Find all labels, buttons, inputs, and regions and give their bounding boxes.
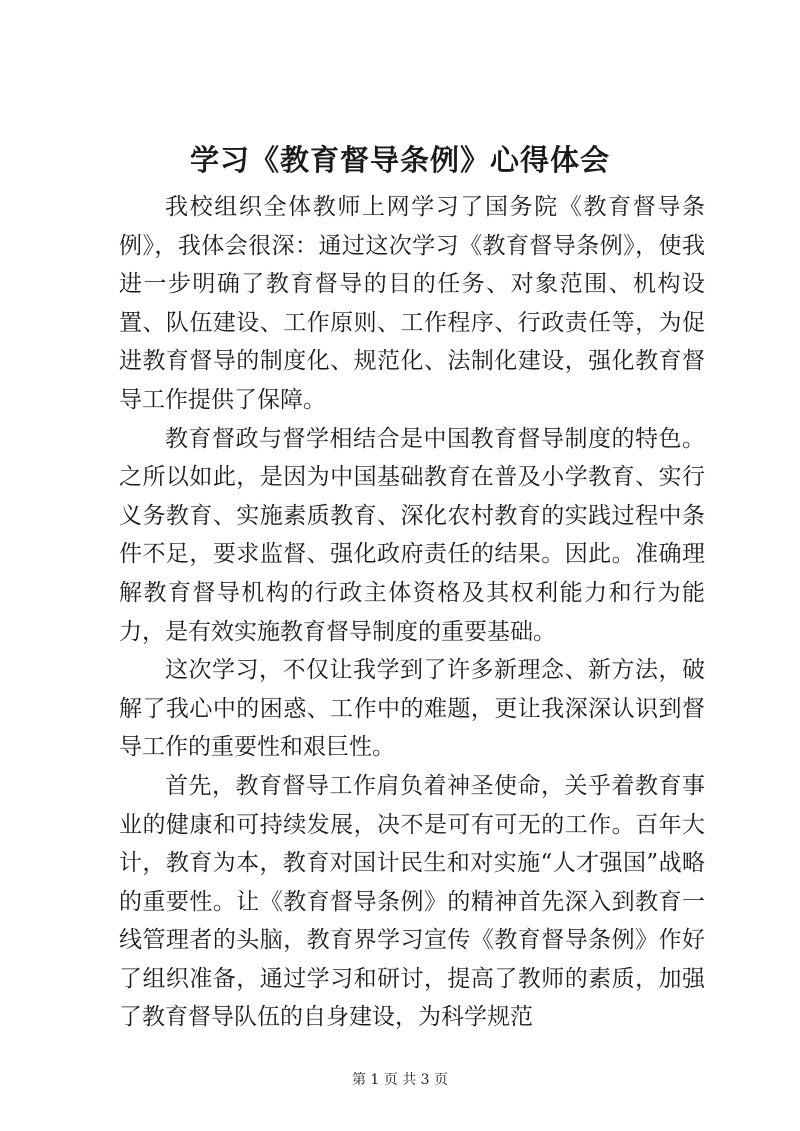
page-number-footer: 第 1 页 共 3 页 bbox=[351, 1072, 449, 1088]
document-title: 学习《教育督导条例》心得体会 bbox=[189, 143, 610, 177]
paragraph-3: 这次学习，不仅让我学到了许多新理念、新方法，破解了我心中的困惑、工作中的难题，更让我深深认识到督导工作的重要性和艰巨性。 bbox=[119, 657, 705, 761]
paragraph-2: 教育督政与督学相结合是中国教育督导制度的特色。之所以如此，是因为中国基础教育在普及小学教育、实行义务教育、实施素质教育、深化农村教育的实践过程中条件不足，要求监督、强化政府责任的结果。因此。准确理解教育督导机构的行政主体资格及其权利能力和行为能力，是有效实施教育督导制度的重要基础。 bbox=[119, 425, 705, 645]
document-body bbox=[119, 188, 705, 1037]
paragraph-1: 我校组织全体教师上网学习了国务院《教育督导条例》，我体会很深：通过这次学习《教育督导条例》，使我进一步明确了教育督导的目的任务、对象范围、机构设置、队伍建设、工作原则、工作程序、行政责任等，为促进教育督导的制度化、规范化、法制化建设，强化教育督导工作提供了保障。 bbox=[119, 194, 705, 413]
paragraph-4: 首先，教育督导工作肩负着神圣使命，关乎着教育事业的健康和可持续发展，决不是可有可无的工作。百年大计，教育为本，教育对国计民生和对实施“人才强国”战略的重要性。让《教育督导条例》的精神首先深入到教育一线管理者的头脑，教育界学习宣传《教育督导条例》作好了组织准备，通过学习和研讨，提高了教师的素质，加强了教育督导队伍的自身建设，为科学规范 bbox=[119, 772, 705, 1031]
